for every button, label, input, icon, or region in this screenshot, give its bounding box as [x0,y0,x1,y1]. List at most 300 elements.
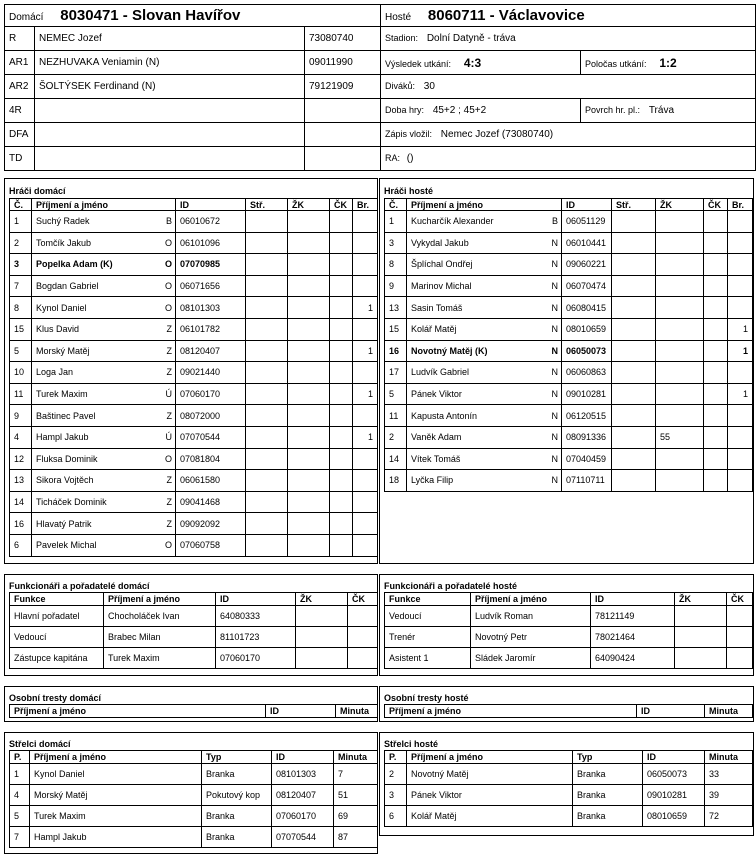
player-number: 16 [385,340,407,362]
player-red-card [330,254,353,276]
player-id: 08010659 [562,318,612,340]
functionary-row [385,648,753,669]
player-substitution [612,211,656,233]
functionary-row [10,627,378,648]
stadium-value: Dolní Datyně - tráva [426,33,516,44]
scorer-type: Pokutový kop [202,785,272,806]
official-id: 73080740 [305,27,381,51]
col-header: ČK [704,199,728,211]
player-yellow-card [288,534,330,556]
player-id: 07070985 [176,254,246,276]
result-cell [381,51,581,75]
away-scorers-table [384,750,753,827]
player-red-card [330,383,353,405]
player-name-cell [32,513,176,535]
player-number: 10 [10,362,32,384]
player-red-card [330,340,353,362]
player-goals [353,491,378,513]
official-name: NEMEC Jozef [35,27,305,51]
scorer-type: Branka [573,806,643,827]
player-row [385,254,753,276]
player-name-cell [32,211,176,233]
col-header: Stř. [612,199,656,211]
player-position: O [164,281,172,292]
player-id: 08091336 [562,426,612,448]
scorer-name: Hampl Jakub [30,827,202,848]
scorer-order: 5 [10,806,30,827]
player-yellow-card [288,275,330,297]
player-position: N [551,302,558,313]
home-players-table [9,198,378,557]
player-red-card [704,340,728,362]
player-number: 15 [10,318,32,340]
col-header: Typ [573,751,643,764]
functionary-yellow-card [296,627,348,648]
functionary-id: 64090424 [591,648,675,669]
player-id: 08120407 [176,340,246,362]
player-row [10,232,378,254]
player-red-card [704,254,728,276]
functionary-role: Hlavní pořadatel [10,606,104,627]
player-number: 5 [10,340,32,362]
col-header: ŽK [288,199,330,211]
player-yellow-card [288,426,330,448]
player-name-cell [32,491,176,513]
player-row [385,232,753,254]
scorer-minute: 51 [334,785,378,806]
away-scorers-section [379,732,754,836]
player-red-card [330,426,353,448]
player-goals [353,254,378,276]
col-header: ID [637,705,705,718]
col-header: ID [562,199,612,211]
scorer-id: 07070544 [272,827,334,848]
player-red-card [704,470,728,492]
player-goals [353,534,378,556]
functionary-yellow-card [675,648,727,669]
player-position: N [551,345,558,356]
player-number: 13 [10,470,32,492]
player-red-card [704,405,728,427]
functionary-id: 07060170 [216,648,296,669]
player-id: 09021440 [176,362,246,384]
player-id: 07060758 [176,534,246,556]
ra-cell [381,147,756,171]
player-id: 07040459 [562,448,612,470]
player-number: 4 [10,426,32,448]
player-substitution [246,275,288,297]
scorer-id: 08101303 [272,764,334,785]
player-goals [728,470,753,492]
col-header: ID [272,751,334,764]
player-goals: 1 [353,426,378,448]
player-row [385,297,753,319]
player-row [10,513,378,535]
player-name: Vykydal Jakub [411,237,469,248]
player-number: 6 [10,534,32,556]
player-row [10,297,378,319]
scorer-id: 07060170 [272,806,334,827]
player-row [10,383,378,405]
player-id: 07070544 [176,426,246,448]
col-header: Funkce [10,593,104,606]
player-id: 06010441 [562,232,612,254]
player-substitution [246,405,288,427]
player-name-cell [32,297,176,319]
player-substitution [246,254,288,276]
player-position: N [551,389,558,400]
player-yellow-card [656,211,704,233]
player-row [10,534,378,556]
player-name: Kolář Matěj [411,324,457,335]
player-name-cell [32,405,176,427]
away-team-cell [381,5,756,27]
player-goals: 1 [728,318,753,340]
player-row [10,275,378,297]
official-id [305,147,381,171]
player-red-card [330,318,353,340]
scorer-name: Morský Matěj [30,785,202,806]
player-red-card [704,275,728,297]
player-red-card [704,211,728,233]
functionary-row [385,627,753,648]
scorer-minute: 69 [334,806,378,827]
player-position: O [164,540,172,551]
player-substitution [246,448,288,470]
functionary-yellow-card [296,648,348,669]
player-position: Z [166,324,172,335]
player-row [385,275,753,297]
player-yellow-card [656,383,704,405]
col-header: Č. [385,199,407,211]
home-team: 8030471 - Slovan Havířov [60,7,241,24]
player-name: Pánek Viktor [411,389,462,400]
player-number: 3 [10,254,32,276]
duration-label: Doba hry: [385,105,425,115]
col-header: Br. [728,199,753,211]
player-goals [353,513,378,535]
functionary-role: Trenér [385,627,471,648]
functionary-id: 78121149 [591,606,675,627]
player-name-cell [32,232,176,254]
player-goals: 1 [353,297,378,319]
scorer-order: 3 [385,785,407,806]
player-position: Ú [165,389,172,400]
player-yellow-card [656,405,704,427]
player-yellow-card [656,297,704,319]
player-name-cell [407,448,562,470]
home-scorers-title: Střelci domácí [9,739,71,749]
away-label: Hosté [385,12,412,23]
player-number: 9 [385,275,407,297]
player-red-card [330,405,353,427]
player-red-card [330,491,353,513]
away-func-section [379,574,754,676]
player-position: Z [166,367,172,378]
functionary-row [385,606,753,627]
scorer-type: Branka [202,764,272,785]
halftime-label: Poločas utkání: [585,58,647,69]
player-substitution [612,426,656,448]
player-row [385,405,753,427]
player-goals: 1 [353,383,378,405]
away-team: 8060711 - Václavovice [427,7,585,24]
away-pen-section [379,686,754,722]
player-yellow-card [288,491,330,513]
player-row [10,448,378,470]
col-header: ID [591,593,675,606]
player-name: Šplíchal Ondřej [411,259,473,270]
player-name: Marinov Michal [411,281,472,292]
player-goals [728,211,753,233]
player-substitution [246,491,288,513]
player-name: Ticháček Dominik [36,497,107,508]
player-yellow-card [656,448,704,470]
player-row [10,254,378,276]
player-goals: 1 [353,340,378,362]
home-players-section [4,178,378,564]
col-header: ŽK [656,199,704,211]
player-id: 08101303 [176,297,246,319]
player-number: 2 [10,232,32,254]
col-header: Funkce [385,593,471,606]
player-name: Pavelek Michal [36,540,97,551]
scorer-type: Branka [202,827,272,848]
player-name: Vítek Tomáš [411,453,461,464]
player-position: O [164,259,172,270]
functionary-name: Sládek Jaromír [471,648,591,669]
player-number: 3 [385,232,407,254]
player-goals [728,232,753,254]
official-role: AR2 [5,75,35,99]
scorer-type: Branka [202,806,272,827]
scorer-name: Novotný Matěj [407,764,573,785]
player-row [10,340,378,362]
player-row [10,491,378,513]
player-id: 06070474 [562,275,612,297]
player-position: N [551,367,558,378]
player-name-cell [407,297,562,319]
player-yellow-card [288,232,330,254]
duration-cell [381,99,581,123]
player-position: Z [166,518,172,529]
official-name [35,147,305,171]
player-position: Z [166,345,172,356]
functionary-red-card [348,627,378,648]
player-yellow-card [288,297,330,319]
col-header: ČK [727,593,753,606]
player-name-cell [407,318,562,340]
home-func-table [9,592,378,669]
official-name [35,99,305,123]
home-func-section [4,574,378,676]
player-name-cell [32,254,176,276]
functionary-red-card [348,648,378,669]
player-red-card [704,318,728,340]
player-goals [728,405,753,427]
player-substitution [246,211,288,233]
player-red-card [704,383,728,405]
col-header: Minuta [705,705,753,718]
player-substitution [612,405,656,427]
player-substitution [612,383,656,405]
player-row [385,362,753,384]
spectators-value: 30 [423,81,435,92]
home-pen-section [4,686,378,722]
player-name-cell [407,211,562,233]
scorer-name: Kynol Daniel [30,764,202,785]
player-goals [728,362,753,384]
player-yellow-card [288,513,330,535]
player-name-cell [407,254,562,276]
player-goals [353,405,378,427]
col-header: Minuta [334,751,378,764]
halftime-cell [581,51,756,75]
player-row [10,426,378,448]
scorer-id: 09010281 [643,785,705,806]
player-position: Z [166,410,172,421]
functionary-role: Vedoucí [385,606,471,627]
official-id: 79121909 [305,75,381,99]
player-substitution [246,470,288,492]
stadium-cell [381,27,756,51]
home-players-title: Hráči domácí [9,186,66,196]
functionary-yellow-card [296,606,348,627]
player-row [10,211,378,233]
away-func-title: Funkcionáři a pořadatelé hosté [384,581,518,591]
surface-cell [581,99,756,123]
spectators-label: Diváků: [385,81,416,91]
stadium-label: Stadion: [385,33,419,43]
player-row [385,211,753,233]
entered-label: Zápis vložil: [385,129,433,139]
player-id: 09041468 [176,491,246,513]
player-substitution [246,362,288,384]
functionary-row [10,606,378,627]
scorer-id: 08010659 [643,806,705,827]
player-substitution [246,513,288,535]
player-yellow-card [288,362,330,384]
player-yellow-card [288,448,330,470]
player-name: Hlavatý Patrik [36,518,92,529]
away-scorers-title: Střelci hosté [384,739,439,749]
home-pen-table [9,704,378,718]
functionary-role: Zástupce kapitána [10,648,104,669]
away-players-title: Hráči hosté [384,186,434,196]
player-name-cell [407,405,562,427]
scorer-row [10,764,378,785]
scorer-row [10,827,378,848]
duration-value: 45+2 ; 45+2 [432,105,487,116]
player-id: 06050073 [562,340,612,362]
functionary-id: 81101723 [216,627,296,648]
player-red-card [330,513,353,535]
player-position: N [551,237,558,248]
col-header: Příjmení a jméno [407,199,562,211]
player-number: 8 [10,297,32,319]
col-header: ID [643,751,705,764]
match-header [4,4,756,171]
player-id: 06080415 [562,297,612,319]
player-name-cell [407,470,562,492]
player-name: Morský Matěj [36,345,90,356]
player-position: B [551,216,558,227]
player-red-card [330,232,353,254]
result-label: Výsledek utkání: [385,58,452,69]
col-header: ID [216,593,296,606]
col-header: Příjmení a jméno [30,751,202,764]
scorer-row [10,785,378,806]
player-red-card [330,470,353,492]
scorer-row [10,806,378,827]
scorer-type: Branka [573,764,643,785]
player-name: Klus David [36,324,80,335]
col-header: ČK [348,593,378,606]
player-id: 06101096 [176,232,246,254]
player-name: Kucharčík Alexander [411,216,494,227]
player-position: N [551,259,558,270]
player-row [10,470,378,492]
player-name-cell [32,362,176,384]
player-substitution [612,340,656,362]
player-goals [353,470,378,492]
scorer-order: 7 [10,827,30,848]
player-name-cell [32,383,176,405]
player-position: N [551,281,558,292]
functionary-red-card [348,606,378,627]
player-substitution [612,254,656,276]
col-header: ŽK [296,593,348,606]
player-name-cell [32,470,176,492]
player-yellow-card [288,405,330,427]
player-number: 11 [10,383,32,405]
functionary-role: Vedoucí [10,627,104,648]
player-row [385,470,753,492]
player-row [385,340,753,362]
player-name: Kynol Daniel [36,302,87,313]
player-name: Turek Maxim [36,389,88,400]
player-yellow-card [656,318,704,340]
player-number: 14 [10,491,32,513]
player-id: 06061580 [176,470,246,492]
player-position: N [551,432,558,443]
player-number: 14 [385,448,407,470]
player-yellow-card [288,383,330,405]
player-position: N [551,475,558,486]
player-number: 2 [385,426,407,448]
player-name: Vaněk Adam [411,432,462,443]
player-name: Fluksa Dominik [36,453,98,464]
player-name-cell [32,534,176,556]
player-substitution [246,297,288,319]
scorer-row [385,764,753,785]
player-position: Z [166,475,172,486]
player-id: 09060221 [562,254,612,276]
player-goals [353,318,378,340]
official-name [35,123,305,147]
home-team-cell [5,5,381,27]
scorer-order: 4 [10,785,30,806]
player-id: 06071656 [176,275,246,297]
player-name-cell [32,275,176,297]
away-pen-title: Osobní tresty hosté [384,693,469,703]
home-label: Domácí [9,12,44,23]
player-number: 7 [10,275,32,297]
col-header: ŽK [675,593,727,606]
player-substitution [246,232,288,254]
official-role: 4R [5,99,35,123]
player-name-cell [407,362,562,384]
